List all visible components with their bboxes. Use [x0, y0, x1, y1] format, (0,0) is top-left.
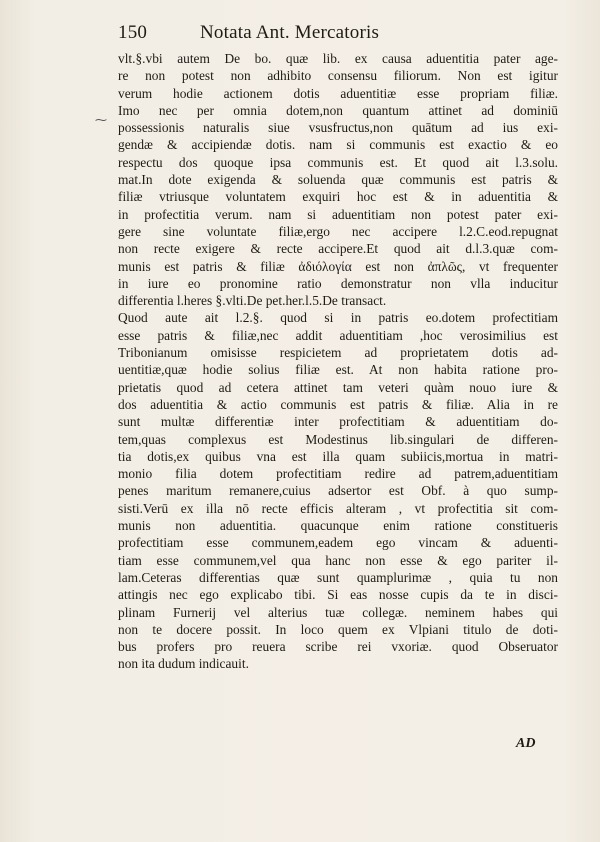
text-line: possessionis naturalis siue vsusfructus,non quātum ad ius exi-: [118, 120, 558, 136]
text-line: esse patris & filiæ,nec addit aduentitiam ,hoc verosimilius est: [118, 327, 558, 343]
text-line: tem,quas complexus est Modestinus lib.singulari de differen-: [118, 431, 558, 447]
text-line: profectitiam esse communem,eadem ego vincam & aduenti-: [118, 535, 558, 551]
text-line: in iure eo pronomine ratio demonstratur non vlla inducitur: [118, 275, 558, 291]
text-line: re non potest non adhibito consensu filiorum. Non est igitur: [118, 68, 558, 84]
body-text: [118, 50, 558, 673]
text-line: sunt multæ differentiæ inter profectitiam & aduentitiam do-: [118, 414, 558, 430]
catchword: AD: [516, 736, 536, 751]
margin-mark: ⁓: [95, 113, 107, 127]
text-line: penes maritum remanere,cuius adsertor est Obf. à quo sump-: [118, 483, 558, 499]
text-line: Tribonianum omisisse respicietem ad proprietatem dotis ad-: [118, 345, 558, 361]
running-head: Notata Ant. Mercatoris: [200, 22, 380, 43]
text-line: Imo nec per omnia dotem,non quantum attinet ad dominiū: [118, 102, 558, 118]
text-line: dos aduentitia & actio communis est patris & filiæ. Alia in re: [118, 396, 558, 412]
text-line: bus profers pro reuera scribe rei vxoriæ. quod Obseruator: [118, 639, 558, 655]
text-line: filiæ vtriusque voluntatem exquiri hoc est & in aduentitia &: [118, 189, 558, 205]
text-line: munis non aduentitia. quacunque enim ratione constitueris: [118, 518, 558, 534]
text-line: vlt.§.vbi autem De bo. quæ lib. ex causa aduentitia pater age-: [118, 51, 558, 66]
text-line: plinam Furnerij vel alterius tuæ collegæ. neminem habes qui: [118, 604, 558, 620]
text-line: sisti.Verū ex illa nō recte efficis alteram , vt profectitia sit com-: [118, 500, 558, 516]
text-line: mat.In dote exigenda & soluenda quæ communis est patris &: [118, 172, 558, 188]
text-line: non te docere possit. In loco quem ex Vlpiani titulo de doti-: [118, 621, 558, 637]
text-line: Quod aute ait l.2.§. quod si in patris eo.dotem profectitiam: [118, 310, 558, 326]
text-line: differentia l.heres §.vlti.De pet.her.l.5.De transact.: [118, 293, 387, 309]
text-line: gere sine voluntate filiæ,ergo nec accipere l.2.C.eod.repugnat: [118, 223, 558, 239]
text-line: gendæ & accipiendæ dotis. nam si communis est exactio & eo: [118, 137, 558, 153]
text-line: tiam esse communem,vel qua hanc non esse & ego pariter il-: [118, 552, 558, 568]
text-line: attingis nec ego explicabo tibi. Si eas nosse cupis da te in disci-: [118, 587, 558, 603]
text-line: monio filia dotem profectitiam redire ad patrem,aduentitiam: [118, 466, 558, 482]
text-line: verum hodie actionem dotis aduentitiæ esse propriam filiæ.: [118, 85, 558, 101]
text-line: non ita dudum indicauit.: [118, 656, 249, 672]
text-line: uentitiæ,quæ hodie solius filiæ est. At non habita ratione pro-: [118, 362, 558, 378]
text-line: munis est patris & filiæ ἀδιόλογία est non ἀπλῶς, vt frequenter: [118, 258, 558, 274]
text-line: prietatis quod ad cetera attinet tam veteri quàm nouo iure &: [118, 379, 558, 395]
text-line: non recte exigere & recte accipere.Et quod ait d.l.3.quæ com-: [118, 241, 558, 257]
page-header: [118, 22, 558, 48]
text-line: respectu dos quoque ipsa communis est. Et quod ait l.3.solu.: [118, 154, 558, 170]
text-line: in profectitia verum. nam si aduentitiam non potest pater exi-: [118, 206, 558, 222]
text-line: tia dotis,ex quibus vna est illa quam subiicis,mortua in matri-: [118, 448, 558, 464]
page-number: 150: [118, 22, 148, 43]
text-line: lam.Ceteras differentias quæ sunt quamplurimæ , quia tu non: [118, 569, 558, 585]
